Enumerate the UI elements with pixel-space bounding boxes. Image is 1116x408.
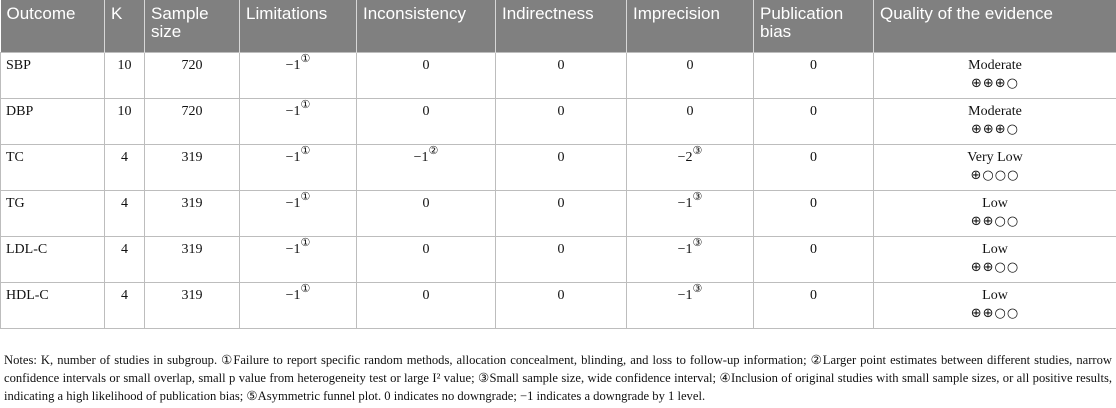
quality-symbols: ⊕⊕○○ bbox=[970, 305, 1020, 321]
sample-size-cell: 319 bbox=[145, 282, 240, 328]
quality-label: Very Low bbox=[967, 149, 1023, 165]
header-outcome: Outcome bbox=[1, 0, 105, 52]
limitations-footnote: ① bbox=[300, 98, 311, 111]
publication-bias-cell: 0 bbox=[754, 52, 874, 98]
k-cell: 4 bbox=[105, 282, 145, 328]
header-row bbox=[1, 0, 1116, 52]
quality-symbols: ⊕○○○ bbox=[970, 167, 1020, 183]
limitations-cell bbox=[240, 98, 357, 144]
imprecision-footnote: ③ bbox=[692, 190, 703, 203]
imprecision-cell bbox=[627, 52, 754, 98]
imprecision-footnote: ③ bbox=[692, 236, 703, 249]
indirectness-cell: 0 bbox=[496, 144, 627, 190]
inconsistency-cell bbox=[357, 144, 496, 190]
header-imprecision: Imprecision bbox=[627, 0, 754, 52]
inconsistency-value: 0 bbox=[422, 57, 430, 73]
header-sample-size: Sample size bbox=[145, 0, 240, 52]
limitations-value: −1 bbox=[285, 149, 301, 165]
limitations-cell bbox=[240, 52, 357, 98]
sample-size-cell: 720 bbox=[145, 52, 240, 98]
imprecision-cell bbox=[627, 236, 754, 282]
table-row bbox=[1, 98, 1116, 144]
indirectness-cell: 0 bbox=[496, 52, 627, 98]
limitations-cell bbox=[240, 236, 357, 282]
table-row bbox=[1, 52, 1116, 98]
header-inconsistency: Inconsistency bbox=[357, 0, 496, 52]
imprecision-cell bbox=[627, 282, 754, 328]
inconsistency-footnote: ② bbox=[428, 144, 439, 157]
limitations-footnote: ① bbox=[300, 144, 311, 157]
indirectness-cell: 0 bbox=[496, 98, 627, 144]
table-row bbox=[1, 144, 1116, 190]
quality-cell bbox=[874, 190, 1116, 236]
imprecision-cell bbox=[627, 98, 754, 144]
quality-symbols: ⊕⊕⊕○ bbox=[970, 75, 1020, 91]
quality-symbols: ⊕⊕○○ bbox=[970, 213, 1020, 229]
inconsistency-cell bbox=[357, 98, 496, 144]
table-row bbox=[1, 190, 1116, 236]
imprecision-value: −1 bbox=[677, 241, 693, 257]
publication-bias-cell: 0 bbox=[754, 282, 874, 328]
limitations-value: −1 bbox=[285, 195, 301, 211]
quality-cell bbox=[874, 98, 1116, 144]
inconsistency-value: −1 bbox=[413, 149, 429, 165]
k-cell: 4 bbox=[105, 236, 145, 282]
limitations-value: −1 bbox=[285, 103, 301, 119]
header-quality: Quality of the evidence bbox=[874, 0, 1116, 52]
imprecision-value: 0 bbox=[686, 103, 694, 119]
quality-cell bbox=[874, 144, 1116, 190]
outcome-cell: HDL-C bbox=[1, 282, 105, 328]
limitations-footnote: ① bbox=[300, 282, 311, 295]
inconsistency-value: 0 bbox=[422, 195, 430, 211]
limitations-value: −1 bbox=[285, 241, 301, 257]
sample-size-cell: 319 bbox=[145, 190, 240, 236]
quality-label: Low bbox=[982, 287, 1008, 303]
quality-label: Moderate bbox=[968, 103, 1022, 119]
header-limitations: Limitations bbox=[240, 0, 357, 52]
outcome-cell: TG bbox=[1, 190, 105, 236]
header-publication-bias: Publication bias bbox=[754, 0, 874, 52]
table-notes: Notes: K, number of studies in subgroup. ①Failure to report specific random methods, allocation concealment, blinding, and loss to follow-up information; ②Larger point estimates between different studies, narrow confidence intervals or small overlap, small p value from heterogeneity test or large I² value; ③Small sample size, wide confidence interval; ④Inclusion of original studies with small sample sizes, or all positive results, indicating a high likelihood of publication bias; ⑤Asymmetric funnel plot. 0 indicates no downgrade; −1 indicates a downgrade by 1 level. bbox=[4, 353, 1112, 403]
imprecision-cell bbox=[627, 190, 754, 236]
quality-cell bbox=[874, 52, 1116, 98]
inconsistency-cell bbox=[357, 236, 496, 282]
limitations-cell bbox=[240, 282, 357, 328]
outcome-cell: LDL-C bbox=[1, 236, 105, 282]
table-row bbox=[1, 282, 1116, 328]
imprecision-footnote: ③ bbox=[692, 144, 703, 157]
publication-bias-cell: 0 bbox=[754, 98, 874, 144]
indirectness-cell: 0 bbox=[496, 190, 627, 236]
k-cell: 4 bbox=[105, 190, 145, 236]
inconsistency-value: 0 bbox=[422, 241, 430, 257]
quality-symbols: ⊕⊕○○ bbox=[970, 259, 1020, 275]
imprecision-value: −1 bbox=[677, 195, 693, 211]
publication-bias-cell: 0 bbox=[754, 144, 874, 190]
quality-symbols: ⊕⊕⊕○ bbox=[970, 121, 1020, 137]
table-row bbox=[1, 236, 1116, 282]
outcome-cell: TC bbox=[1, 144, 105, 190]
quality-label: Moderate bbox=[968, 57, 1022, 73]
outcome-cell: DBP bbox=[1, 98, 105, 144]
limitations-value: −1 bbox=[285, 57, 301, 73]
inconsistency-cell bbox=[357, 52, 496, 98]
indirectness-cell: 0 bbox=[496, 236, 627, 282]
imprecision-value: −2 bbox=[677, 149, 693, 165]
limitations-footnote: ① bbox=[300, 190, 311, 203]
header-indirectness: Indirectness bbox=[496, 0, 627, 52]
inconsistency-cell bbox=[357, 282, 496, 328]
imprecision-value: 0 bbox=[686, 57, 694, 73]
imprecision-value: −1 bbox=[677, 287, 693, 303]
sample-size-cell: 319 bbox=[145, 144, 240, 190]
inconsistency-cell bbox=[357, 190, 496, 236]
indirectness-cell: 0 bbox=[496, 282, 627, 328]
quality-cell bbox=[874, 282, 1116, 328]
k-cell: 10 bbox=[105, 52, 145, 98]
sample-size-cell: 720 bbox=[145, 98, 240, 144]
limitations-footnote: ① bbox=[300, 236, 311, 249]
limitations-cell bbox=[240, 144, 357, 190]
quality-label: Low bbox=[982, 241, 1008, 257]
quality-cell bbox=[874, 236, 1116, 282]
quality-label: Low bbox=[982, 195, 1008, 211]
imprecision-cell bbox=[627, 144, 754, 190]
limitations-value: −1 bbox=[285, 287, 301, 303]
k-cell: 10 bbox=[105, 98, 145, 144]
header-k: K bbox=[105, 0, 145, 52]
outcome-cell: SBP bbox=[1, 52, 105, 98]
k-cell: 4 bbox=[105, 144, 145, 190]
imprecision-footnote: ③ bbox=[692, 282, 703, 295]
limitations-footnote: ① bbox=[300, 52, 311, 65]
sample-size-cell: 319 bbox=[145, 236, 240, 282]
inconsistency-value: 0 bbox=[422, 103, 430, 119]
limitations-cell bbox=[240, 190, 357, 236]
publication-bias-cell: 0 bbox=[754, 236, 874, 282]
inconsistency-value: 0 bbox=[422, 287, 430, 303]
publication-bias-cell: 0 bbox=[754, 190, 874, 236]
